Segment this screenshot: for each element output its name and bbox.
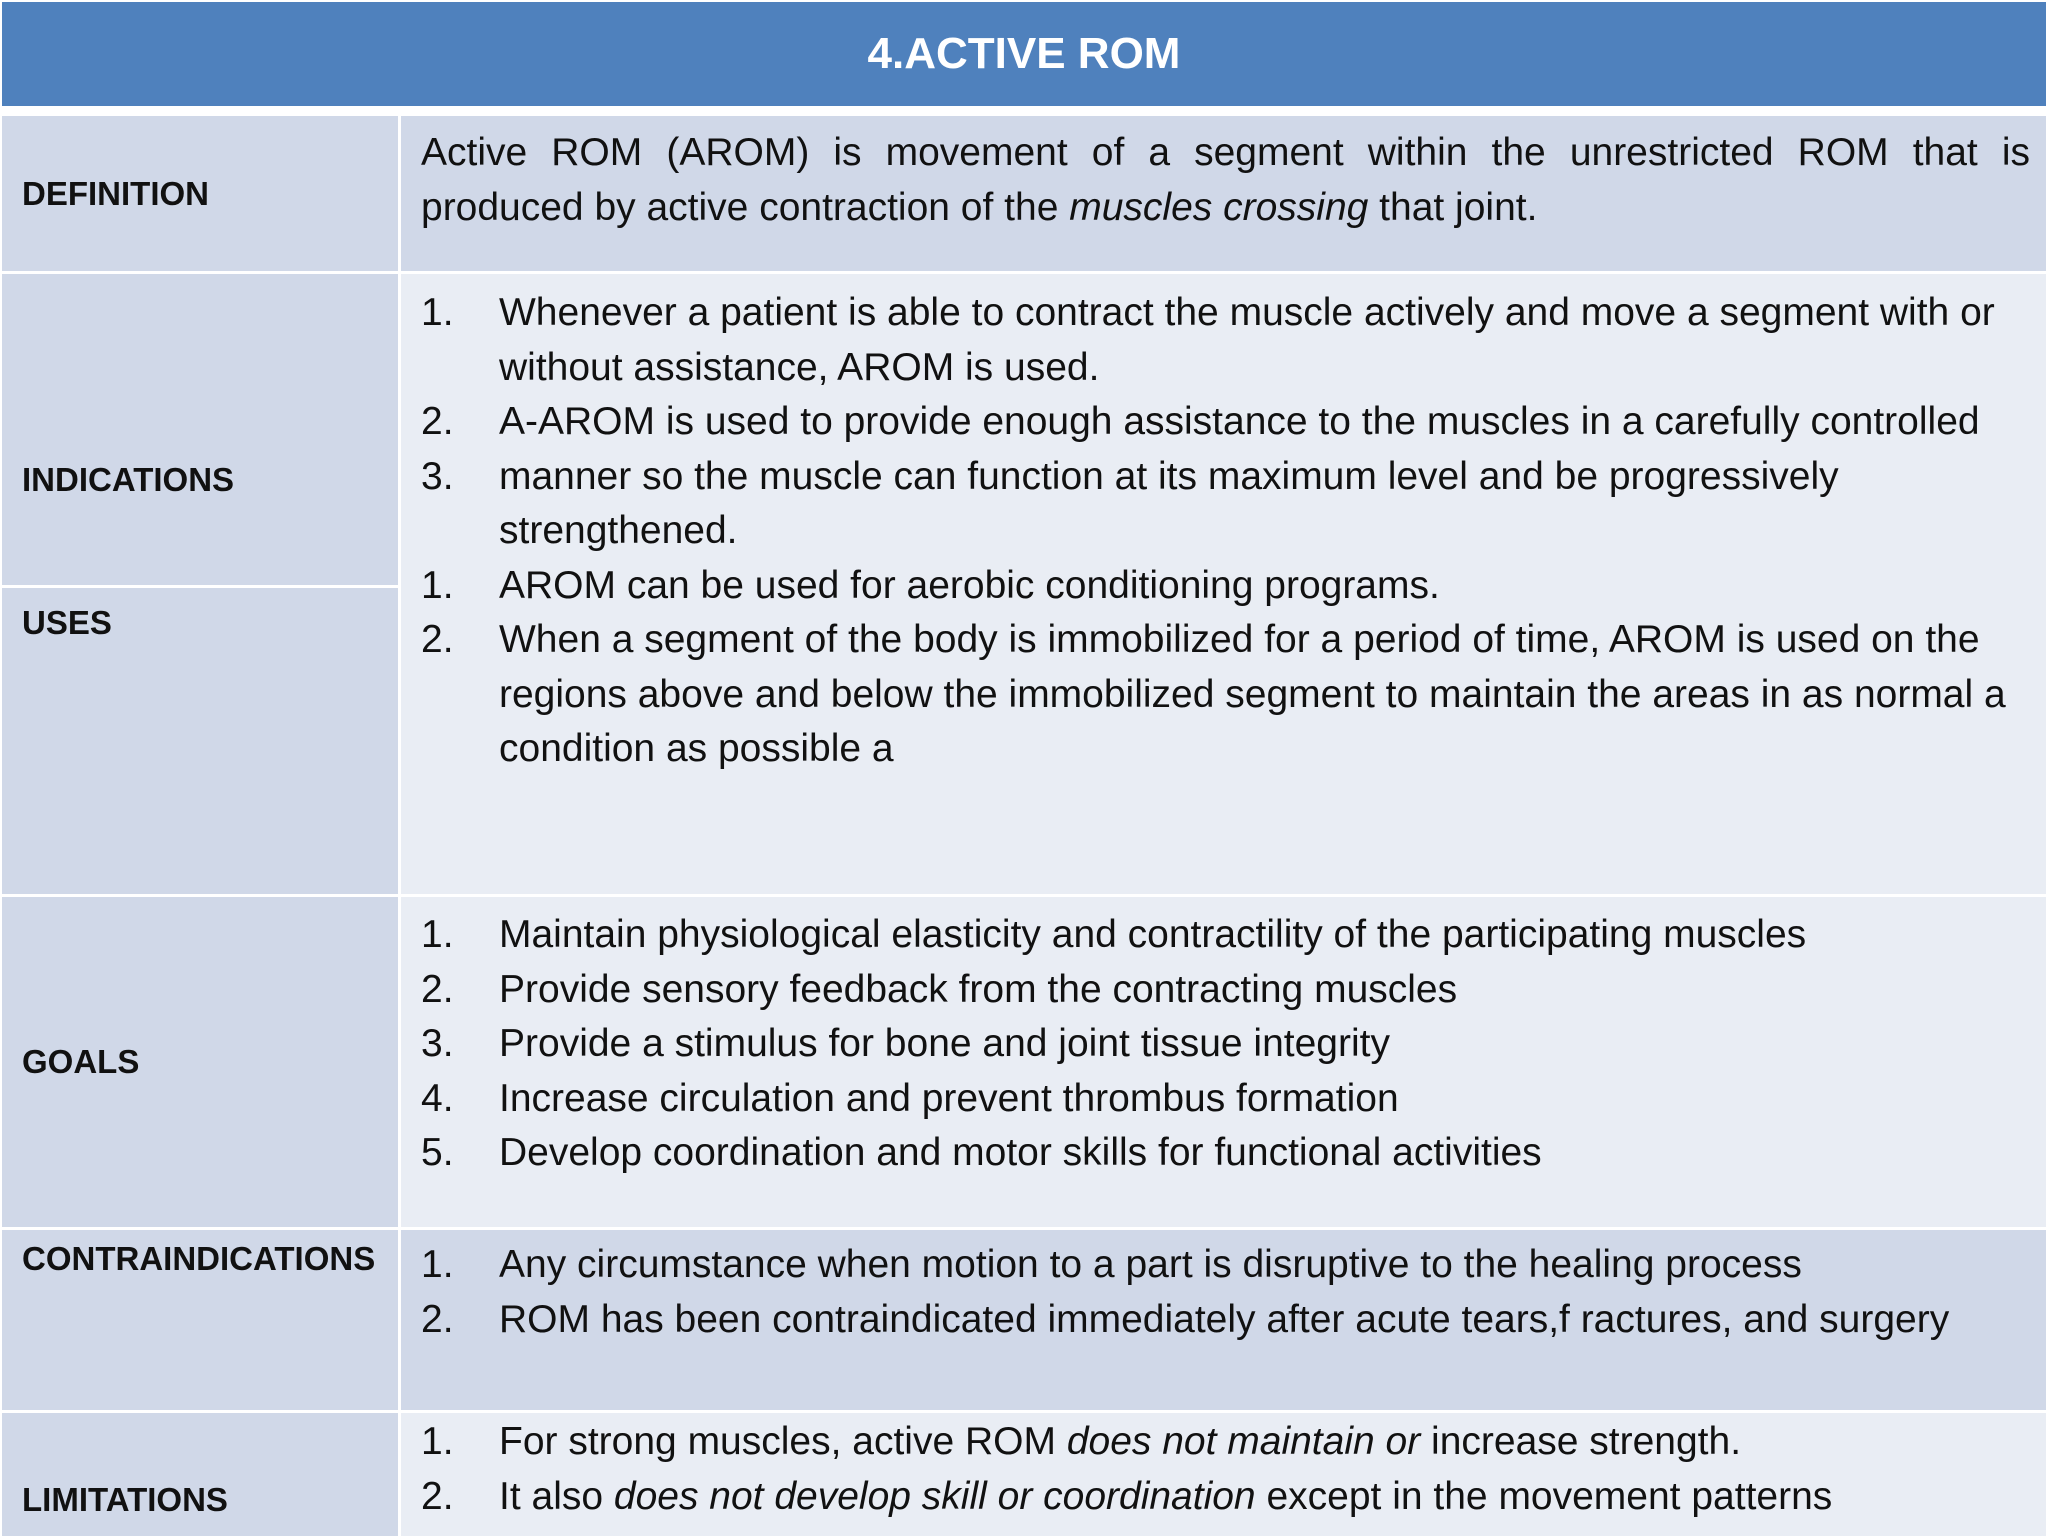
list-text: manner so the muscle can function at its maximum level and be progressively strengthened. [499,454,1839,552]
text-part: For strong muscles, active ROM [499,1420,1067,1463]
list-text: Provide a stimulus for bone and joint tissue integrity [499,1022,1390,1065]
list-number: 2. [421,618,454,661]
list-text [499,1415,2030,1470]
list-number: 1. [421,1420,454,1463]
list-number: 1. [421,913,454,956]
list-item [421,395,2030,450]
definition-text-end: that joint. [1368,185,1538,229]
list-number: 1. [421,1243,454,1286]
limitations-content [401,1413,2046,1536]
list-item [421,1126,2030,1181]
list-item [421,613,2030,777]
list-text: Whenever a patient is able to contract the muscle actively and move a segment with or without assistance, AROM is used. [499,291,1995,389]
list-item [421,450,2030,559]
indications-label: INDICATIONS [2,274,398,585]
text-italic: does not develop skill or coordination [613,1474,1256,1518]
list-item [421,1415,2030,1470]
definition-label: DEFINITION [2,116,398,271]
list-text: Any circumstance when motion to a part is disruptive to the healing process [499,1243,1802,1286]
list-number: 3. [421,454,454,498]
list-item [421,1238,2030,1293]
text-part: increase strength. [1420,1420,1742,1463]
contraindications-content [401,1230,2046,1410]
list-text: Provide sensory feedback from the contracting muscles [499,967,1458,1011]
definition-text [421,116,2030,235]
list-item [421,1470,2030,1525]
list-item [421,1293,2030,1348]
list-text: A-AROM is used to provide enough assistance to the muscles in a carefully controlled [499,400,1980,443]
definition-content [401,116,2046,271]
list-number: 4. [421,1076,454,1120]
list-text: Increase circulation and prevent thrombus formation [499,1076,1399,1120]
list-item [421,559,2030,614]
list-number: 2. [421,1297,454,1341]
list-item [421,286,2030,395]
list-text: ROM has been contraindicated immediately after acute tears,f ractures, and surgery [499,1297,1950,1341]
list-number: 2. [421,967,454,1011]
list-item [421,1072,2030,1127]
indications-uses-content [401,274,2046,894]
text-part: It also [499,1474,614,1518]
goals-label: GOALS [2,897,398,1227]
list-number: 3. [421,1022,454,1065]
list-item [421,963,2030,1018]
list-text [499,1470,2030,1525]
contraindications-label: CONTRAINDICATIONS [2,1230,398,1410]
text-part: except in the movement patterns [1255,1474,1833,1518]
text-italic: does not maintain or [1066,1420,1421,1463]
list-number: 1. [421,563,454,607]
uses-label: USES [2,588,398,894]
list-text: Develop coordination and motor skills for functional activities [499,1131,1542,1174]
limitations-label: LIMITATIONS [2,1413,398,1536]
list-number: 2. [421,1474,454,1518]
list-text: Maintain physiological elasticity and contractility of the participating muscles [499,913,1807,956]
list-text: When a segment of the body is immobilized for a period of time, AROM is used on the regions above and below the immobilized segment to maintain the areas in as normal a condition as possible a [499,618,2006,770]
goals-content [401,897,2046,1227]
definition-text-part: Active ROM (AROM) is movement of a segment within the unrestricted ROM that is produced by active contraction of the [421,131,2030,229]
slide-title: 4.ACTIVE ROM [2,2,2046,109]
list-item [421,1017,2030,1072]
list-text: AROM can be used for aerobic conditioning programs. [499,563,1440,607]
list-number: 5. [421,1131,454,1174]
list-number: 2. [421,400,454,443]
list-item [421,908,2030,963]
list-number: 1. [421,291,454,334]
definition-text-italic: muscles crossing [1069,185,1369,229]
